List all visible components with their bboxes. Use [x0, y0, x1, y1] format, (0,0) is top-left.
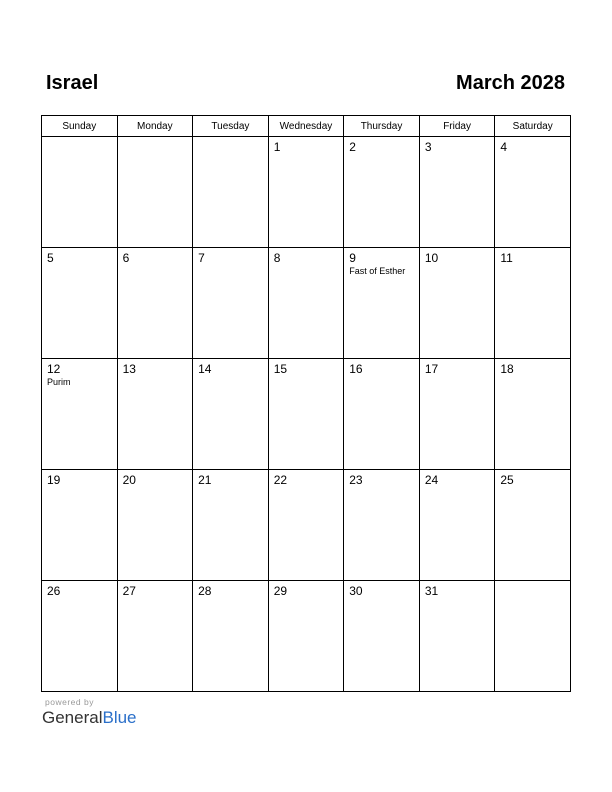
- calendar-day-cell: [344, 470, 420, 581]
- calendar-day-cell: [419, 470, 495, 581]
- day-number: 14: [198, 362, 212, 376]
- day-number: 23: [349, 473, 363, 487]
- calendar-day-cell: [193, 581, 269, 692]
- day-number: 21: [198, 473, 212, 487]
- brand-blue: Blue: [102, 708, 137, 727]
- powered-by-text: powered by: [45, 697, 94, 707]
- day-number: 17: [424, 362, 439, 376]
- calendar-day-cell: [117, 248, 193, 359]
- day-number: 30: [349, 584, 363, 598]
- calendar-day-cell: [193, 470, 269, 581]
- calendar-day-cell: [117, 137, 193, 248]
- calendar-day-cell: [495, 581, 571, 692]
- calendar-day-cell: [344, 359, 420, 470]
- calendar-week-row: [42, 470, 571, 581]
- day-number: 20: [122, 473, 136, 487]
- holiday-label: Fast of Esther: [349, 266, 406, 276]
- weekday-header: Sunday: [42, 116, 118, 137]
- calendar-day-cell: [495, 248, 571, 359]
- weekday-header-row: [42, 116, 571, 137]
- month-title: March 2028: [456, 72, 565, 94]
- calendar-day-cell: [117, 470, 193, 581]
- weekday-header: Monday: [117, 116, 193, 137]
- calendar-day-cell: [268, 359, 344, 470]
- calendar-day-cell: [42, 581, 118, 692]
- country-title: Israel: [46, 72, 99, 94]
- brand-general: General: [42, 708, 103, 727]
- calendar-day-cell: [268, 137, 344, 248]
- day-number: 3: [424, 140, 432, 154]
- calendar-week-row: [42, 359, 571, 470]
- day-number: 15: [273, 362, 288, 376]
- calendar-day-cell: [42, 137, 118, 248]
- day-number: 27: [122, 584, 136, 598]
- calendar-day-cell: [193, 248, 269, 359]
- day-number: 26: [47, 584, 61, 598]
- calendar-day-cell: [193, 359, 269, 470]
- day-number: 9: [349, 251, 356, 265]
- calendar-day-cell: [268, 248, 344, 359]
- day-number: 16: [349, 362, 363, 376]
- weekday-header: Thursday: [344, 116, 420, 137]
- day-number: 28: [198, 584, 212, 598]
- calendar-day-cell: [419, 581, 495, 692]
- day-number: 6: [122, 251, 130, 265]
- calendar-day-cell: [419, 359, 495, 470]
- calendar-day-cell: [344, 248, 420, 359]
- weekday-header: Tuesday: [193, 116, 269, 137]
- day-number: 25: [500, 473, 514, 487]
- calendar-week-row: [42, 137, 571, 248]
- calendar-week-row: [42, 581, 571, 692]
- day-number: 22: [273, 473, 288, 487]
- calendar-day-cell: [268, 581, 344, 692]
- calendar-day-cell: [193, 137, 269, 248]
- day-number: 5: [47, 251, 54, 265]
- weekday-header: Friday: [419, 116, 495, 137]
- day-number: 19: [47, 473, 61, 487]
- calendar-day-cell: [42, 248, 118, 359]
- day-number: 11: [500, 251, 513, 265]
- calendar-day-cell: [117, 359, 193, 470]
- holiday-label: Purim: [47, 377, 71, 387]
- calendar-day-cell: [344, 581, 420, 692]
- day-number: 18: [500, 362, 514, 376]
- calendar-week-row: [42, 248, 571, 359]
- calendar-day-cell: [419, 248, 495, 359]
- day-number: 31: [424, 584, 439, 598]
- calendar-day-cell: [117, 581, 193, 692]
- day-number: 4: [500, 140, 508, 154]
- calendar-day-cell: [344, 137, 420, 248]
- calendar-day-cell: [42, 470, 118, 581]
- day-number: 2: [349, 140, 356, 154]
- day-number: 24: [424, 473, 439, 487]
- calendar-day-cell: [42, 359, 118, 470]
- day-number: 7: [198, 251, 205, 265]
- brand-logo: [42, 708, 137, 728]
- day-number: 10: [424, 251, 439, 265]
- day-number: 29: [273, 584, 288, 598]
- weekday-header: Saturday: [495, 116, 571, 137]
- day-number: 13: [122, 362, 136, 376]
- calendar-grid: [41, 115, 571, 692]
- calendar-day-cell: [495, 137, 571, 248]
- calendar-day-cell: [419, 137, 495, 248]
- day-number: 8: [273, 251, 281, 265]
- calendar-day-cell: [495, 470, 571, 581]
- day-number: 1: [273, 140, 281, 154]
- calendar-day-cell: [495, 359, 571, 470]
- weekday-header: Wednesday: [268, 116, 344, 137]
- day-number: 12: [47, 362, 61, 376]
- calendar-day-cell: [268, 470, 344, 581]
